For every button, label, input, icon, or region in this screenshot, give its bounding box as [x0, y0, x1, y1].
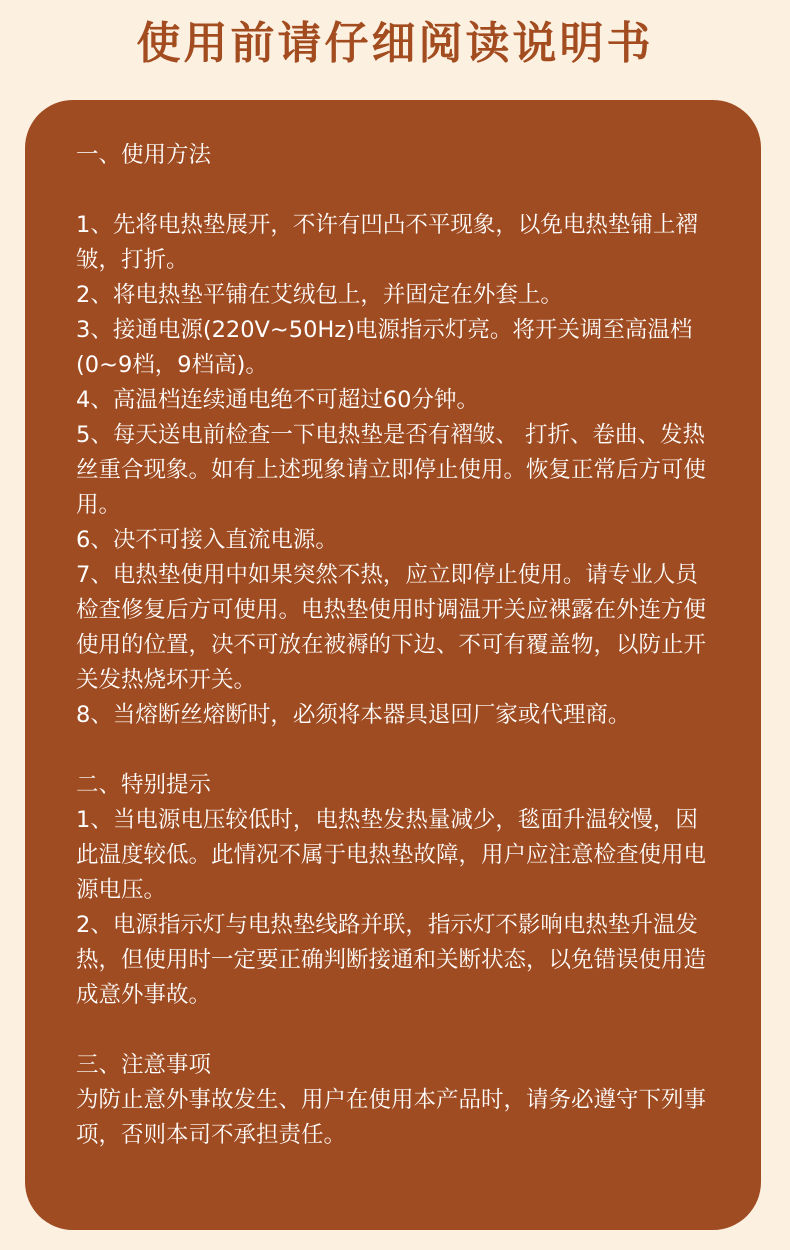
- list-item: 1、当电源电压较低时，电热垫发热量减少，毯面升温较慢，因此温度较低。此情况不属于电热垫故障，用户应注意检查使用电源电压。: [76, 807, 707, 903]
- section-special-notes: [76, 768, 711, 1013]
- list-item: 6、决不可接入直流电源。: [76, 527, 338, 553]
- section-usage: [76, 138, 711, 733]
- page-title: 使用前请仔细阅读说明书: [136, 18, 654, 69]
- section-heading: 一、使用方法: [76, 142, 212, 168]
- list-item: 1、先将电热垫展开，不许有凹凸不平现象，以免电热垫铺上褶皱，打折。: [76, 212, 698, 273]
- list-item: 7、电热垫使用中如果突然不热，应立即停止使用。请专业人员检查修复后方可使用。电热垫使用时调温开关应裸露在外连方便使用的位置，决不可放在被褥的下边、不可有覆盖物，以防止开关发热烧坏开关。: [76, 562, 707, 693]
- list-item: 5、每天送电前检查一下电热垫是否有褶皱、 打折、卷曲、发热丝重合现象。如有上述现象请立即停止使用。恢复正常后方可使用。: [76, 422, 707, 518]
- section-heading: 三、注意事项: [76, 1052, 212, 1078]
- list-item: 8、当熔断丝熔断时，必须将本器具退回厂家或代理商。: [76, 702, 631, 728]
- list-item: 3、接通电源(220V~50Hz)电源指示灯亮。将开关调至高温档(0~9档，9档高)。: [76, 317, 693, 378]
- section-precautions: [76, 1048, 711, 1153]
- list-item: 为防止意外事故发生、用户在使用本产品时，请务必遵守下列事项，否则本司不承担责任。: [76, 1087, 707, 1148]
- instructions-panel: [25, 100, 761, 1230]
- list-item: 4、高温档连续通电绝不可超过60分钟。: [76, 387, 479, 413]
- section-heading: 二、特别提示: [76, 772, 212, 798]
- list-item: 2、电源指示灯与电热垫线路并联，指示灯不影响电热垫升温发热，但使用时一定要正确判断接通和关断状态，以免错误使用造成意外事故。: [76, 912, 707, 1008]
- list-item: 2、将电热垫平铺在艾绒包上，并固定在外套上。: [76, 282, 563, 308]
